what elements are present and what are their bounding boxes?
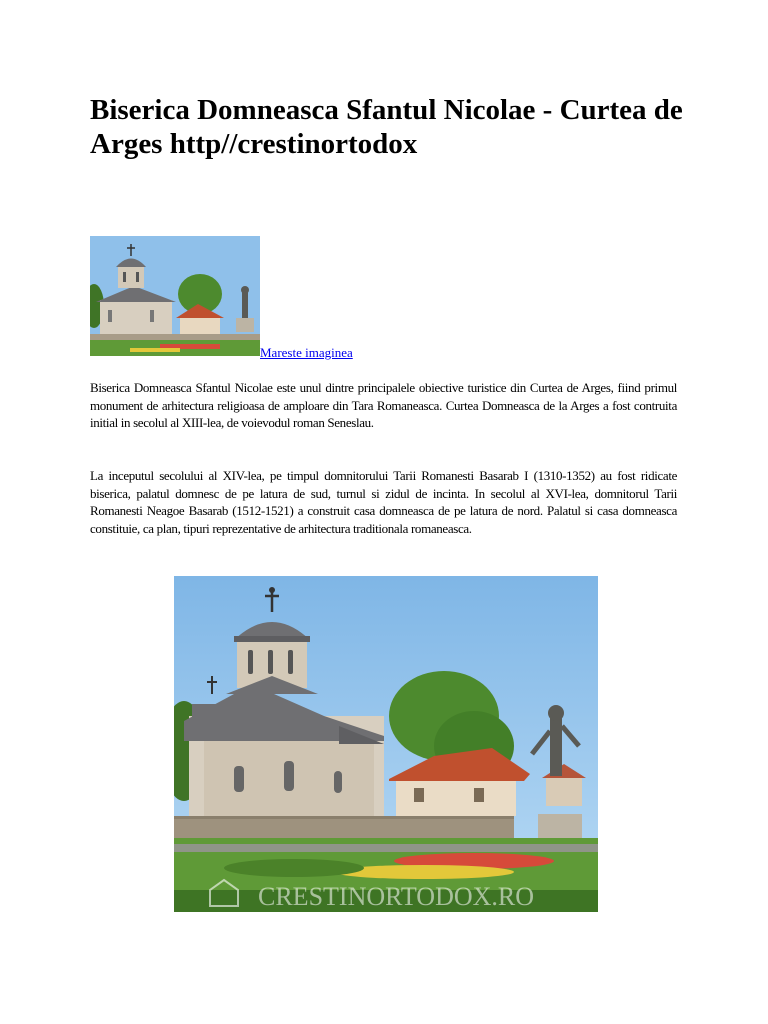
paragraph-history: La inceputul secolului al XIV-lea, pe timpul domnitorului Tarii Romanesti Basarab I (1310-1352) au fost ridicate biserica, palatul domnesc de pe latura de sud, turnul si zidul de incinta. In secolul al XVI-lea, domnitorul Tarii Romanesti Neagoe Basarab (1512-1521) a construit casa domneasca de pe latura de nord. Palatul si casa domneasca constituie, ca plan, tipuri reprezentative de arhitectura traditionala romaneasca.	[90, 468, 677, 536]
page-title: Biserica Domneasca Sfantul Nicolae - Curtea de Arges http//crestinortodox	[90, 94, 683, 160]
church-photo-illustration	[174, 576, 598, 912]
photo-watermark: CRESTINORTODOX.RO	[258, 882, 535, 911]
enlarge-image-link[interactable]: Mareste imaginea	[260, 345, 353, 360]
church-thumbnail-illustration	[90, 236, 260, 356]
main-photo[interactable]	[174, 576, 598, 912]
thumbnail-image[interactable]	[90, 236, 260, 356]
paragraph-intro: Biserica Domneasca Sfantul Nicolae este unul dintre principalele obiective turistice din Curtea de Arges, fiind primul monument de arhitectura religioasa de amploare din Tara Romaneasca. Curtea Domneasca de la Arges a fost contruita initial in secolul al XIII-lea, de voievodul roman Seneslau.	[90, 380, 677, 430]
